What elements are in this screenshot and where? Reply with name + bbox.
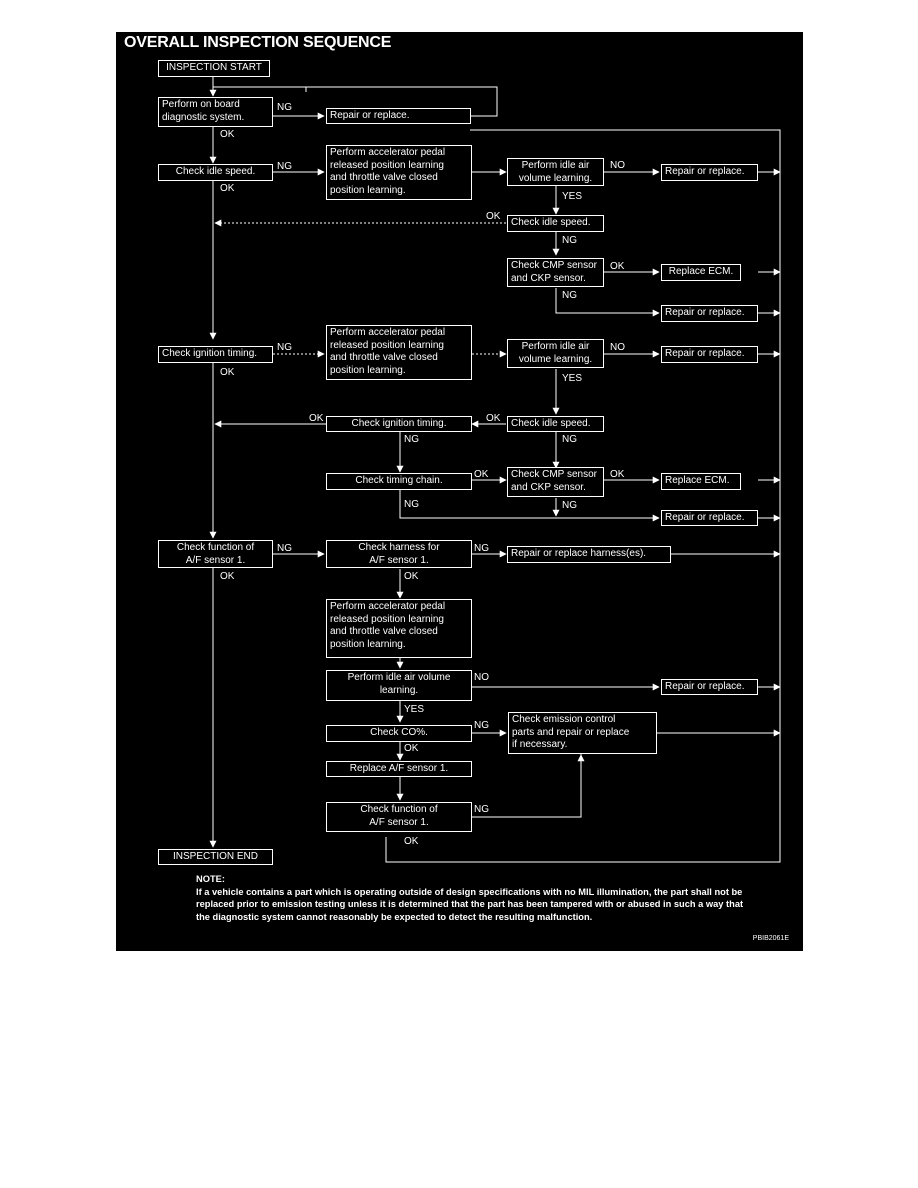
inspection-start-box: INSPECTION START [158, 60, 270, 77]
check-harness-box: Check harness for A/F sensor 1. [326, 540, 472, 568]
ok-label: OK [220, 367, 235, 378]
ok-label: OK [404, 571, 419, 582]
accel-learning-box-3: Perform accelerator pedal released position learning and throttle valve closed position learning. [326, 599, 472, 658]
replace-af-sensor-box: Replace A/F sensor 1. [326, 761, 472, 777]
ng-label: NG [474, 543, 489, 554]
idle-air-learning-box-2: Perform idle air volume learning. [507, 339, 604, 368]
check-co-box: Check CO%. [326, 725, 472, 742]
ng-label: NG [277, 342, 292, 353]
replace-ecm-box-1: Replace ECM. [661, 264, 741, 281]
cmp-ckp-check-box-2: Check CMP sensor and CKP sensor. [507, 467, 604, 497]
ng-label: NG [277, 543, 292, 554]
repair-harness-box: Repair or replace harness(es). [507, 546, 671, 563]
diagram-title: OVERALL INSPECTION SEQUENCE [124, 34, 392, 51]
yes-label: YES [404, 704, 425, 715]
accel-learning-box-1: Perform accelerator pedal released position learning and throttle valve closed position learning. [326, 145, 472, 200]
check-timing-chain-box: Check timing chain. [326, 473, 472, 490]
check-idle-speed-box-3: Check idle speed. [507, 416, 604, 432]
idle-air-learning-box-1: Perform idle air volume learning. [507, 158, 604, 186]
check-idle-speed-box-1: Check idle speed. [158, 164, 273, 181]
no-label: NO [474, 672, 489, 683]
ng-label: NG [277, 161, 292, 172]
replace-ecm-box-2: Replace ECM. [661, 473, 741, 490]
ok-label: OK [220, 571, 235, 582]
repair-box-3: Repair or replace. [661, 305, 758, 322]
note-block [196, 873, 756, 923]
ok-label: OK [610, 469, 625, 480]
ng-label: NG [404, 434, 419, 445]
diagram-panel [116, 32, 803, 951]
check-emission-parts-box: Check emission control parts and repair or replace if necessary. [508, 712, 657, 754]
ok-label: OK [220, 129, 235, 140]
check-ignition-timing-box-2: Check ignition timing. [326, 416, 472, 432]
figure-code: PBIB2061E [752, 935, 789, 942]
check-idle-speed-box-2: Check idle speed. [507, 215, 604, 232]
perform-obd-box: Perform on board diagnostic system. [158, 97, 273, 127]
ok-label: OK [404, 836, 419, 847]
ok-label: OK [309, 413, 324, 424]
ok-label: OK [610, 261, 625, 272]
ok-label: OK [404, 743, 419, 754]
ng-label: NG [562, 434, 577, 445]
ng-label: NG [474, 804, 489, 815]
ok-label: OK [220, 183, 235, 194]
accel-learning-box-2: Perform accelerator pedal released position learning and throttle valve closed position learning. [326, 325, 472, 380]
ok-label: OK [474, 469, 489, 480]
cmp-ckp-check-box-1: Check CMP sensor and CKP sensor. [507, 258, 604, 287]
ng-label: NG [562, 500, 577, 511]
repair-box-6: Repair or replace. [661, 679, 758, 695]
ng-label: NG [277, 102, 292, 113]
idle-air-learning-box-3: Perform idle air volume learning. [326, 670, 472, 701]
note-heading: NOTE: [196, 874, 225, 884]
check-af-sensor-function-box-2: Check function of A/F sensor 1. [326, 802, 472, 832]
check-af-sensor-function-box-1: Check function of A/F sensor 1. [158, 540, 273, 568]
no-label: NO [610, 160, 625, 171]
ng-label: NG [404, 499, 419, 510]
check-ignition-timing-box: Check ignition timing. [158, 346, 273, 363]
ng-label: NG [562, 290, 577, 301]
repair-box-1: Repair or replace. [326, 108, 471, 124]
ng-label: NG [474, 720, 489, 731]
inspection-end-box: INSPECTION END [158, 849, 273, 865]
repair-box-5: Repair or replace. [661, 510, 758, 526]
ng-label: NG [562, 235, 577, 246]
note-text: If a vehicle contains a part which is operating outside of design specifications with no MIL illumination, the part shall not be replaced prior to emission testing unless it is determined that the part has been tampered with or abused in such a way that the diagnostic system cannot reasonably be expected to detect the resulting malfunction. [196, 886, 744, 922]
yes-label: YES [562, 373, 583, 384]
ok-label: OK [486, 211, 501, 222]
repair-box-4: Repair or replace. [661, 346, 758, 363]
yes-label: YES [562, 191, 583, 202]
repair-box-2: Repair or replace. [661, 164, 758, 181]
ok-label: OK [486, 413, 501, 424]
no-label: NO [610, 342, 625, 353]
